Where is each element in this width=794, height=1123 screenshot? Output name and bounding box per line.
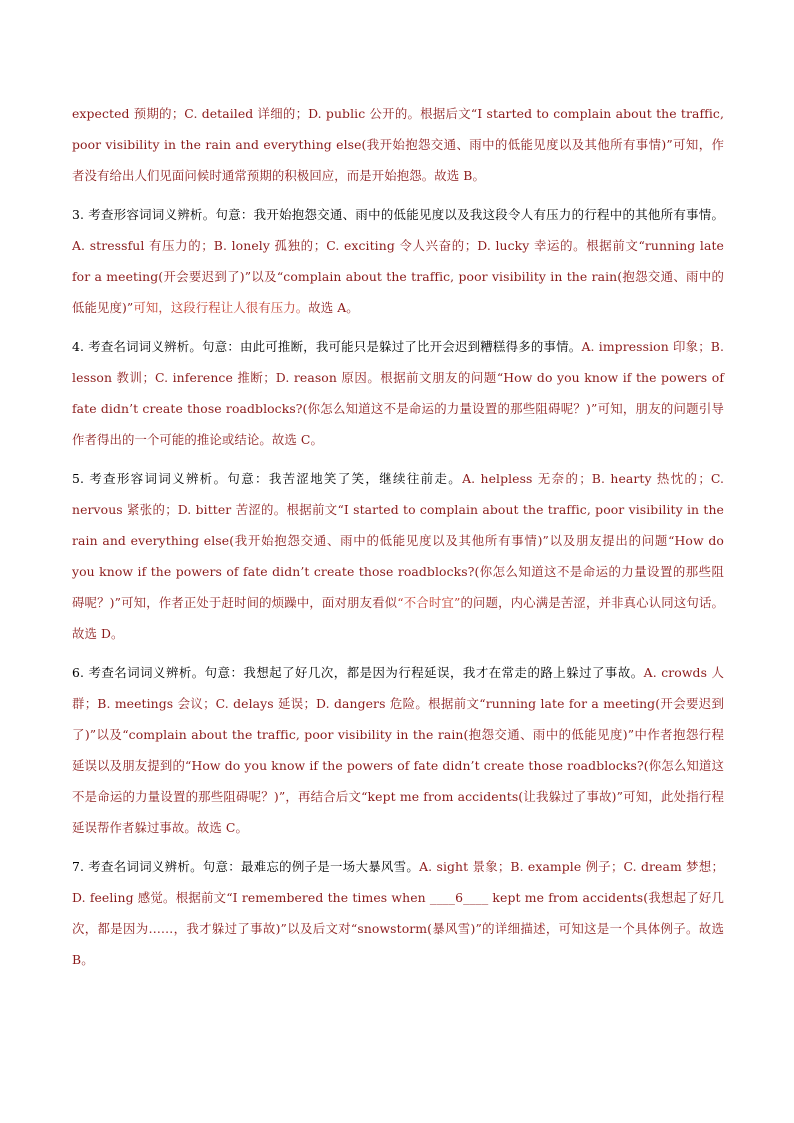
question-stem: 4. 考查名词词义辨析。句意：由此可推断，我可能只是躲过了比开会迟到糟糕得多的事情。: [72, 339, 582, 354]
highlighted-text: “不合时宜”: [397, 595, 461, 610]
question-stem: 7. 考查名词词义辨析。句意：最难忘的例子是一场大暴风雪。: [72, 859, 420, 874]
paragraph-item-7: [72, 851, 724, 975]
answer-text: 故选 A。: [308, 300, 359, 315]
question-stem: 5. 考查形容词词义辨析。句意：我苦涩地笑了笑，继续往前走。: [72, 471, 463, 486]
answer-explanations: [72, 98, 724, 983]
explanation-text: A. stressful 有压力的；B. lonely 孤独的；C. exciting 令人兴奋的；D. lucky 幸运的。根据前文“running late for a meeting(开会要迟到了)”以及“complain about the traffic, poor visibility in the rain(抱怨交通、雨中的低能见度)”: [72, 238, 724, 315]
question-stem: 3. 考查形容词词义辨析。句意：我开始抱怨交通、雨中的低能见度以及我这段令人有压力的行程中的其他所有事情。: [72, 207, 724, 222]
question-stem: 6. 考查名词词义辨析。句意：我想起了好几次，都是因为行程延误，我才在常走的路上躲过了事故。: [72, 665, 644, 680]
highlighted-text: 可知，这段行程让人很有压力。: [133, 300, 309, 315]
text-segment: expected 预期的；C. detailed 详细的；D. public 公开的。根据后文“I started to complain about the traffic, poor visibility in the rain and everything else(我开始抱怨交通、雨中的低能见度以及其他所有事情)”可知，作者没有给出人们见面问候时通常预期的积极回应，而是开始抱怨。故选 B。: [72, 106, 724, 183]
explanation-text: A. sight 景象；B. example 例子；C. dream 梦想；D. feeling 感觉。根据前文“I remembered the times when ____6____ kept me from accidents(我想起了好几次，都是因为……，我才躲过了事故)”以及后文对“snowstorm(暴风雪)”的详细描述，可知这是一个具体例子。故选 B。: [72, 859, 724, 967]
paragraph-item-5: [72, 463, 724, 649]
paragraph-item-4: [72, 331, 724, 455]
paragraph-2-continued: [72, 98, 724, 191]
explanation-text: A. crowds 人群；B. meetings 会议；C. delays 延误；D. dangers 危险。根据前文“running late for a meeting(开会要迟到了)”以及“complain about the traffic, poor visibility in the rain(抱怨交通、雨中的低能见度)”中作者抱怨行程延误以及朋友提到的“How do you know if the powers of fate didn’t create those roadblocks?(你怎么知道这不是命运的力量设置的那些阻碍呢？)”，再结合后文“kept me from accidents(让我躲过了事故)”可知，此处指行程延误帮作者躲过事故。故选 C。: [72, 665, 724, 835]
paragraph-item-3: [72, 199, 724, 323]
explanation-text: A. helpless 无奈的；B. hearty 热忱的；C. nervous 紧张的；D. bitter 苦涩的。根据前文“I started to complain about the traffic, poor visibility in the rain and everything else(我开始抱怨交通、雨中的低能见度以及其他所有事情)”以及朋友提出的问题“How do you know if the powers of fate didn’t create those roadblocks?(你怎么知道这不是命运的力量设置的那些阻碍呢？)”可知，作者正处于赶时间的烦躁中，面对朋友看似: [72, 471, 724, 610]
paragraph-item-6: [72, 657, 724, 843]
answer-text: 的问题，内心满是苦涩，并非真心认同这句话。故选 D。: [72, 595, 724, 641]
explanation-text: A. impression 印象；B. lesson 教训；C. inference 推断；D. reason 原因。根据前文朋友的问题“How do you know if the powers of fate didn’t create those roadblocks?(你怎么知道这不是命运的力量设置的那些阻碍呢？)”可知，朋友的问题引导作者得出的一个可能的推论或结论。故选 C。: [72, 339, 724, 447]
